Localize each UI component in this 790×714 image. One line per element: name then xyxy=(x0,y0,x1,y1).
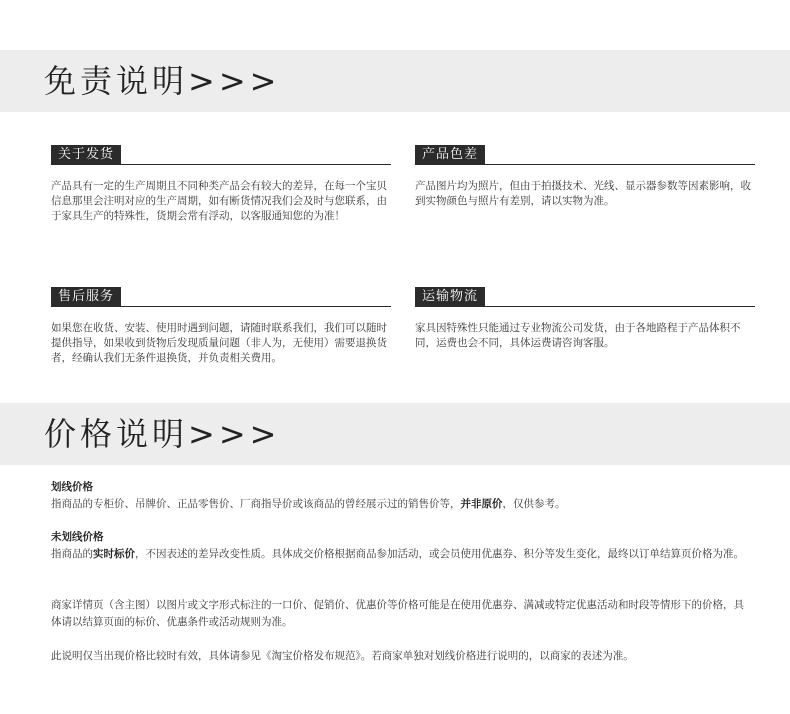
section-header xyxy=(415,287,755,307)
emphasis-text: 并非原价 xyxy=(460,498,503,510)
pricing-paragraph-strikethrough xyxy=(51,479,751,513)
pricing-text-strikethrough xyxy=(51,496,751,513)
text-run: ，不因表述的差异改变性质。具体成交价格根据商品参加活动，或会员使用优惠券、积分等发生变化，最终以订单结算页价格为准。 xyxy=(135,548,744,560)
text-run: 指商品的 xyxy=(51,548,93,560)
section-label-logistics: 运输物流 xyxy=(415,287,485,307)
pricing-paragraph-non-strikethrough xyxy=(51,529,751,563)
section-header xyxy=(415,145,755,165)
section-divider xyxy=(415,306,755,307)
pricing-heading-strikethrough: 划线价格 xyxy=(51,481,93,493)
section-after-sales xyxy=(51,287,391,366)
text-run: ，仅供参考。 xyxy=(502,498,566,510)
section-text-color-difference: 产品图片均为照片，但由于拍摄技术、光线、显示器参数等因素影响，收到实物颜色与照片有差别，请以实物为准。 xyxy=(415,180,751,207)
section-shipping xyxy=(51,145,391,224)
section-text-after-sales: 如果您在收货、安装、使用时遇到问题，请随时联系我们，我们可以随时提供指导，如果收到货物后发现质量问题（非人为，无使用）需要退换货者，经确认我们无条件退换货，并负责相关费用。 xyxy=(51,322,387,364)
pricing-title: 价格说明>>> xyxy=(44,415,281,453)
section-header xyxy=(51,145,391,165)
disclaimer-header-band xyxy=(0,50,790,112)
emphasis-text: 实时标价 xyxy=(93,548,135,560)
pricing-paragraph-detail-page: 商家详情页（含主图）以图片或文字形式标注的一口价、促销价、优惠价等价格可能是在使用优惠券、满减或特定优惠活动和时段等情形下的价格，具体请以结算页面的标价、优惠条件或活动规则为准。 xyxy=(51,599,744,628)
section-label-shipping: 关于发货 xyxy=(51,145,121,165)
section-divider xyxy=(51,306,391,307)
pricing-heading-non-strikethrough: 未划线价格 xyxy=(51,531,104,543)
text-run: 指商品的专柜价、吊牌价、正品零售价、厂商指导价或该商品的曾经展示过的销售价等， xyxy=(51,498,461,510)
section-color-difference xyxy=(415,145,755,209)
section-text-logistics: 家具因特殊性只能通过专业物流公司发货，由于各地路程于产品体积不同，运费也会不同，具体运费请咨询客服。 xyxy=(415,322,741,349)
section-logistics xyxy=(415,287,755,351)
section-label-after-sales: 售后服务 xyxy=(51,287,121,307)
section-divider xyxy=(51,164,391,165)
pricing-text-non-strikethrough xyxy=(51,546,751,563)
section-label-color-difference: 产品色差 xyxy=(415,145,485,165)
pricing-paragraph-note: 此说明仅当出现价格比较时有效，具体请参见《淘宝价格发布规范》。若商家单独对划线价格进行说明的，以商家的表述为准。 xyxy=(51,650,634,662)
section-header xyxy=(51,287,391,307)
disclaimer-title: 免责说明>>> xyxy=(44,62,281,100)
pricing-header-band xyxy=(0,403,790,465)
section-divider xyxy=(415,164,755,165)
section-text-shipping: 产品具有一定的生产周期且不同种类产品会有较大的差异，在每一个宝贝信息那里会注明对应的生产周期，如有断货情况我们会及时与您联系，由于家具生产的特殊性，货期会常有浮动，以客服通知您的为准！ xyxy=(51,180,387,222)
